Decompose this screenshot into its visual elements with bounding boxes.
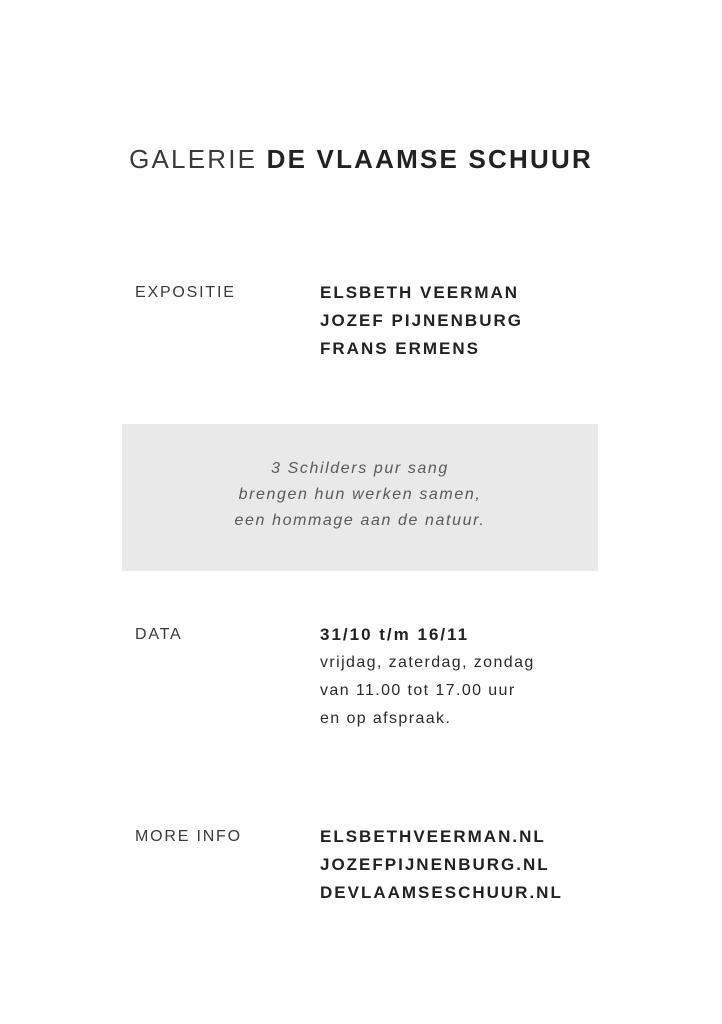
date-range: 31/10 t/m 16/11 [320,625,470,644]
quote-text [122,456,598,534]
quote-line: een hommage aan de natuur. [234,512,486,529]
appointment-note: en op afspraak. [320,710,452,727]
opening-days: vrijdag, zaterdag, zondag [320,654,535,671]
website-link: JOZEFPIJNENBURG.NL [320,855,550,874]
artist-name: JOZEF PIJNENBURG [320,311,523,330]
quote-line: 3 Schilders pur sang [271,460,449,477]
more-info-label: MORE INFO [135,828,242,845]
page-title [0,142,722,176]
website-list [320,823,563,907]
quote-line: brengen hun werken samen, [238,486,482,503]
website-link: ELSBETHVEERMAN.NL [320,827,546,846]
artist-list [320,279,523,363]
date-info [320,621,535,733]
title-prefix: GALERIE [129,144,258,174]
opening-hours: van 11.00 tot 17.00 uur [320,682,516,699]
data-label: DATA [135,626,183,643]
artist-name: ELSBETH VEERMAN [320,283,520,302]
expositie-label: EXPOSITIE [135,284,236,301]
gallery-name: DE VLAAMSE SCHUUR [266,144,593,174]
quote-box [122,424,598,571]
website-link: DEVLAAMSESCHUUR.NL [320,883,563,902]
artist-name: FRANS ERMENS [320,339,481,358]
